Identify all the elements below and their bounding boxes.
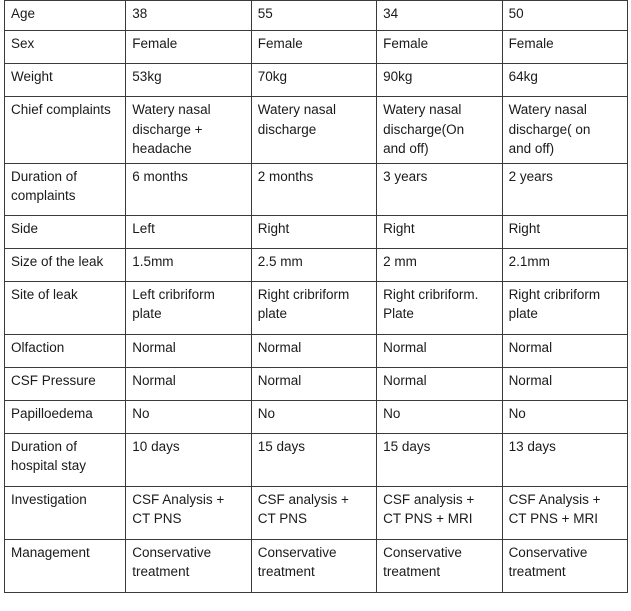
case-comparison-table xyxy=(4,0,628,593)
case-3-cell: 2 mm xyxy=(377,248,502,281)
case-2-cell: Watery nasal discharge xyxy=(251,97,376,164)
case-3-cell: Normal xyxy=(377,367,502,400)
case-4-cell: Conservative treatment xyxy=(502,539,627,592)
row-label: Management xyxy=(5,539,126,592)
row-label: Age xyxy=(5,1,126,31)
case-1-cell: Conservative treatment xyxy=(126,539,251,592)
case-3-cell: 3 years xyxy=(377,163,502,215)
case-4-cell: 50 xyxy=(502,1,627,31)
case-3-cell: Normal xyxy=(377,334,502,367)
case-1-cell: Left xyxy=(126,215,251,248)
table-row xyxy=(5,367,628,400)
row-label: Duration of complaints xyxy=(5,163,126,215)
case-2-cell: Female xyxy=(251,31,376,64)
case-1-cell: 10 days xyxy=(126,433,251,486)
case-4-cell: CSF Analysis + CT PNS + MRI xyxy=(502,486,627,539)
table-row xyxy=(5,248,628,281)
case-3-cell: Female xyxy=(377,31,502,64)
table-row xyxy=(5,281,628,334)
case-3-cell: No xyxy=(377,400,502,433)
case-4-cell: 2.1mm xyxy=(502,248,627,281)
table-row xyxy=(5,400,628,433)
row-label: Weight xyxy=(5,64,126,97)
table-row xyxy=(5,539,628,592)
table-row xyxy=(5,334,628,367)
case-1-cell: Normal xyxy=(126,334,251,367)
table-row xyxy=(5,1,628,31)
table-row xyxy=(5,486,628,539)
case-1-cell: Left cribriform plate xyxy=(126,281,251,334)
case-4-cell: No xyxy=(502,400,627,433)
case-1-cell: Normal xyxy=(126,367,251,400)
table-row xyxy=(5,163,628,215)
case-1-cell: 6 months xyxy=(126,163,251,215)
case-1-cell: Female xyxy=(126,31,251,64)
case-2-cell: No xyxy=(251,400,376,433)
row-label: Investigation xyxy=(5,486,126,539)
case-4-cell: 13 days xyxy=(502,433,627,486)
case-1-cell: 38 xyxy=(126,1,251,31)
row-label: Papilloedema xyxy=(5,400,126,433)
row-label: Olfaction xyxy=(5,334,126,367)
case-3-cell: 15 days xyxy=(377,433,502,486)
case-3-cell: 34 xyxy=(377,1,502,31)
case-1-cell: 1.5mm xyxy=(126,248,251,281)
table-body xyxy=(5,1,628,593)
case-2-cell: 2 months xyxy=(251,163,376,215)
row-label: Chief complaints xyxy=(5,97,126,164)
case-4-cell: Right xyxy=(502,215,627,248)
row-label: Site of leak xyxy=(5,281,126,334)
row-label: CSF Pressure xyxy=(5,367,126,400)
case-2-cell: 2.5 mm xyxy=(251,248,376,281)
case-2-cell: Normal xyxy=(251,367,376,400)
case-2-cell: Conservative treatment xyxy=(251,539,376,592)
case-4-cell: Right cribriform plate xyxy=(502,281,627,334)
case-2-cell: CSF analysis + CT PNS xyxy=(251,486,376,539)
case-3-cell: Conservative treatment xyxy=(377,539,502,592)
case-3-cell: Right cribriform. Plate xyxy=(377,281,502,334)
case-1-cell: CSF Analysis + CT PNS xyxy=(126,486,251,539)
case-1-cell: No xyxy=(126,400,251,433)
row-label: Sex xyxy=(5,31,126,64)
case-1-cell: 53kg xyxy=(126,64,251,97)
case-4-cell: Watery nasal discharge( on and off) xyxy=(502,97,627,164)
case-2-cell: 15 days xyxy=(251,433,376,486)
case-3-cell: Right xyxy=(377,215,502,248)
case-2-cell: 55 xyxy=(251,1,376,31)
case-2-cell: 70kg xyxy=(251,64,376,97)
table-row xyxy=(5,433,628,486)
row-label: Size of the leak xyxy=(5,248,126,281)
case-4-cell: Normal xyxy=(502,367,627,400)
case-2-cell: Right xyxy=(251,215,376,248)
row-label: Side xyxy=(5,215,126,248)
case-4-cell: 64kg xyxy=(502,64,627,97)
case-3-cell: CSF analysis + CT PNS + MRI xyxy=(377,486,502,539)
case-2-cell: Normal xyxy=(251,334,376,367)
case-3-cell: 90kg xyxy=(377,64,502,97)
case-4-cell: Female xyxy=(502,31,627,64)
case-1-cell: Watery nasal discharge + headache xyxy=(126,97,251,164)
case-4-cell: 2 years xyxy=(502,163,627,215)
table-row xyxy=(5,31,628,64)
case-3-cell: Watery nasal discharge(On and off) xyxy=(377,97,502,164)
row-label: Duration of hospital stay xyxy=(5,433,126,486)
table-row xyxy=(5,64,628,97)
table-row xyxy=(5,215,628,248)
case-4-cell: Normal xyxy=(502,334,627,367)
case-2-cell: Right cribriform plate xyxy=(251,281,376,334)
table-row xyxy=(5,97,628,164)
